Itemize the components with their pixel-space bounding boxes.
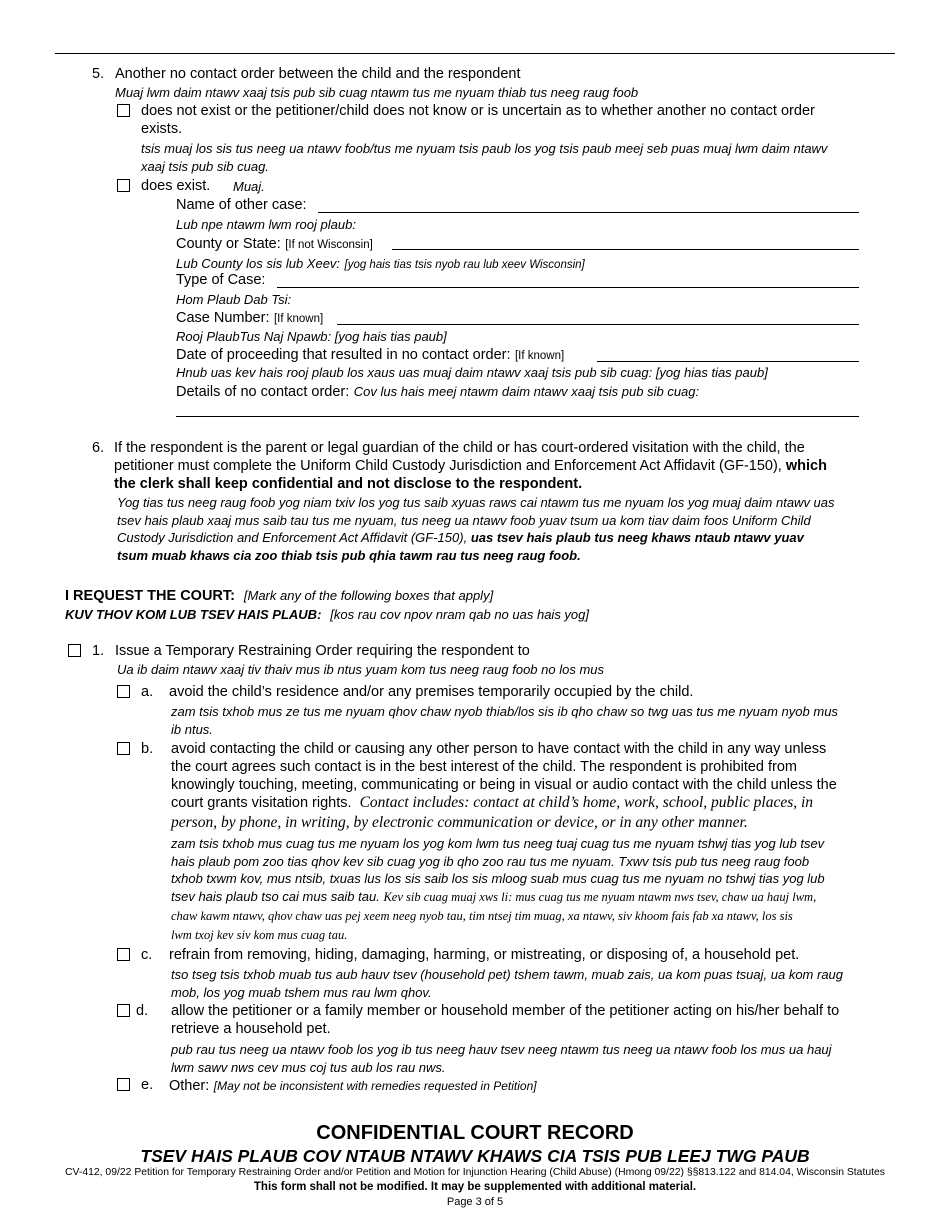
option-exists-label: does exist. <box>141 178 211 194</box>
section6-line3: the clerk shall keep confidential and not disclose to the respondent. <box>114 476 583 492</box>
request-title: I REQUEST THE COURT: <box>65 588 235 604</box>
avoid-residence-checkbox[interactable] <box>117 685 130 698</box>
case-number-field[interactable] <box>337 324 859 325</box>
item1-number: 1. <box>92 643 105 659</box>
item1b-line4-regular: court grants visitation rights. <box>171 795 352 811</box>
proceeding-date-field[interactable] <box>597 361 859 362</box>
section6-hmong-line3-regular: Custody Jurisdiction and Enforcement Act Affidavit (GF-150), <box>117 530 468 545</box>
item1b-hmong-line5: chaw kawm ntawv, qhov chaw uas pej xeem neeg nyob tau, tim ntsej tim muag, xa ntawv, siv khoom fais fab xa ntawv, los sis <box>171 909 793 923</box>
item1c-hmong <box>171 966 843 1001</box>
item1a-hmong-line1: zam tsis txhob mus ze tus me nyuam qhov chaw nyob thiab/los sis ib qho chaw so twg uas tus me nyuam nyob mus <box>171 704 838 719</box>
section6-hmong-line4: tsum muab khaws cia zoo thiab tsis pub qhia tawm rau tus neeg raug foob. <box>117 547 581 563</box>
request-heading <box>65 587 493 605</box>
item1b-hmong <box>171 835 825 906</box>
page-number: Page 3 of 5 <box>446 1196 504 1208</box>
proceeding-date-label: Date of proceeding that resulted in no contact order: <box>176 347 511 363</box>
item1b-line1: avoid contacting the child or causing any other person to have contact with the child in any way unless <box>171 741 827 757</box>
section5-title: Another no contact order between the child and the respondent <box>115 66 521 82</box>
avoid-contact-checkbox[interactable] <box>117 742 130 755</box>
case-number-hmong: Rooj PlaubTus Naj Npawb: [yog hais tias paub] <box>176 329 447 344</box>
item1b-line4-italic: Contact includes: contact at child’s home, work, school, public places, in <box>359 794 814 811</box>
county-state-label: County or State: <box>176 236 281 252</box>
proceeding-date-note: [If known] <box>514 350 565 362</box>
item1b-hmong-line3: txhob txwm kov, mus ntsib, txuas lus los sis saib los sis mloog suab mus cuag tus me nyuam no tshwj tias yog lub <box>171 871 825 886</box>
case-number-row <box>176 309 323 327</box>
item1b-hmong-line6: lwm txoj kev siv kom mus cuag tau. <box>171 928 348 942</box>
item1d-line1: allow the petitioner or a family member or household member of the petitioner acting on his/her behalf to <box>171 1003 840 1019</box>
item1d-hmong-line2: lwm sawv nws cev mus coj tus aub los rau nws. <box>171 1059 446 1075</box>
county-state-hmong: Lub County los sis lub Xeev: <box>176 256 341 271</box>
county-state-hmong-note: [yog hais tias tsis nyob rau lub xeev Wisconsin] <box>344 259 585 271</box>
item1b-hmong-line1: zam tsis txhob mus cuag tus me nyuam los yog kom lwm tus neeg tuaj cuag tus me nyuam tshwj tias yog lub tsev <box>171 836 825 851</box>
other-case-name-hmong: Lub npe ntawm lwm rooj plaub: <box>176 217 356 232</box>
county-state-row <box>176 235 373 253</box>
case-type-hmong: Hom Plaub Dab Tsi: <box>176 292 292 307</box>
case-type-label: Type of Case: <box>176 272 266 288</box>
form-identifier: CV-412, 09/22 Petition for Temporary Restraining Order and/or Petition and Motion for Injunction Hearing (Child Abuse) (Hmong 09/22) §§813.122 and 814.04, Wisconsin Statutes <box>65 1167 885 1178</box>
item1c-label: c. <box>141 947 153 963</box>
item1e-note: [May not be inconsistent with remedies requested in Petition] <box>213 1079 537 1093</box>
option-not-exist-line1: does not exist or the petitioner/child does not know or is uncertain as to whether another no contact order <box>141 103 815 119</box>
section6-hmong-line2: tsev hais plaub xaaj mus saib tau tus me nyuam, tus neeg ua ntawv foob yuav tsum ua kom tiav daim foos Uniform Child <box>117 512 811 528</box>
option-exists-hmong: Muaj. <box>233 179 265 194</box>
section6-hmong <box>117 494 835 564</box>
item1c-hmong-line1: tso tseg tsis txhob muab tus aub hauv tsev (household pet) tshem tawm, muab zais, ua kom puas tsuaj, ua kom raug <box>171 967 844 982</box>
request-note-hmong: [kos rau cov npov nram qab no uas hais yog] <box>330 607 590 622</box>
item1b-line4 <box>171 794 837 812</box>
item1b-hmong-line4-regular: tsev hais plaub tso cai mus saib tau. <box>171 888 380 904</box>
item1d-hmong <box>171 1041 832 1076</box>
section6-line2-regular: petitioner must complete the Uniform Child Custody Jurisdiction and Enforcement Act Affidavit (GF-150), <box>114 458 782 474</box>
request-heading-hmong <box>65 606 589 624</box>
item1e-text: Other: <box>169 1078 210 1094</box>
item1b-text <box>171 740 837 812</box>
item1e-row <box>169 1077 537 1095</box>
section5-title-hmong: Muaj lwm daim ntawv xaaj tsis pub sib cuag ntawm tus me nyuam thiab tus neeg raug foob <box>115 85 639 100</box>
section6-hmong-line3 <box>117 529 835 547</box>
item1b-hmong-line4 <box>171 888 825 907</box>
retrieve-pet-checkbox[interactable] <box>117 1004 130 1017</box>
section6-line2-bold: which <box>785 458 827 474</box>
details-row <box>176 383 699 401</box>
no-other-order-checkbox[interactable] <box>117 104 130 117</box>
item1-hmong: Ua ib daim ntawv xaaj tiv thaiv mus ib ntus yuam kom tus neeg raug foob no los mus <box>117 662 605 677</box>
proceeding-date-hmong: Hnub uas kev hais rooj plaub los xaus uas muaj daim ntawv xaaj tsis pub sib cuag: [yog hias tias paub] <box>176 365 768 380</box>
top-rule <box>55 53 895 54</box>
item1a-label: a. <box>141 684 154 700</box>
item1b-hmong-line4-serif: Kev sib cuag muaj xws li: mus cuag tus me nyuam ntawm nws tsev, chaw ua hauj lwm, <box>383 889 817 904</box>
county-state-field[interactable] <box>392 249 859 250</box>
temporary-restraining-order-checkbox[interactable] <box>68 644 81 657</box>
option-not-exist-line2: exists. <box>141 121 183 137</box>
confidential-heading-hmong: TSEV HAIS PLAUB COV NTAUB NTAWV KHAWS CIA TSIS PUB LEEJ TWG PAUB <box>140 1146 810 1166</box>
item1b-line2: the court agrees such contact is in the best interest of the child. The respondent is prohibited from <box>171 759 797 775</box>
modification-notice: This form shall not be modified. It may be supplemented with additional material. <box>253 1181 697 1193</box>
other-order-exists-checkbox[interactable] <box>117 179 130 192</box>
section6-text <box>114 439 827 493</box>
county-state-hmong-row <box>176 255 585 273</box>
section6-hmong-line1: Yog tias tus neeg raug foob yog niam txiv los yog tus saib xyuas raws cai ntawm tus me nyuam los yog muaj daim ntawv uas <box>117 495 835 510</box>
item1a-text: avoid the child’s residence and/or any premises temporarily occupied by the child. <box>169 684 694 700</box>
option-not-exist-hmong-line2: xaaj tsis pub sib cuag. <box>141 159 269 174</box>
other-remedy-checkbox[interactable] <box>117 1078 130 1091</box>
item1d-hmong-line1: pub rau tus neeg ua ntawv foob los yog ib tus neeg hauv tsev neeg ntawm tus neeg ua ntawv foob los mus ua hauj <box>171 1042 832 1057</box>
case-number-note: [If known] <box>273 313 324 325</box>
details-label: Details of no contact order: <box>176 384 350 400</box>
section6-line1: If the respondent is the parent or legal guardian of the child or has court-ordered visitation with the child, the <box>114 440 805 456</box>
county-state-note: [If not Wisconsin] <box>285 239 373 251</box>
request-title-hmong: KUV THOV KOM LUB TSEV HAIS PLAUB: <box>65 607 322 622</box>
protect-pet-checkbox[interactable] <box>117 948 130 961</box>
item1b-label: b. <box>141 741 154 757</box>
section6-number: 6. <box>92 440 105 456</box>
section6-hmong-line3-bold: uas tsev hais plaub tus neeg khaws ntaub ntawv yuav <box>470 530 804 545</box>
details-field[interactable] <box>176 416 859 417</box>
item1c-hmong-line2: mob, los yog muab tshem mus rau lwm qhov. <box>171 984 432 1000</box>
item1e-label: e. <box>141 1077 154 1093</box>
item1-text: Issue a Temporary Restraining Order requiring the respondent to <box>115 643 530 659</box>
item1d-line2: retrieve a household pet. <box>171 1021 331 1037</box>
section5-number: 5. <box>92 66 105 82</box>
details-hmong: Cov lus hais meej ntawm daim ntawv xaaj tsis pub sib cuag: <box>353 384 700 399</box>
case-number-label: Case Number: <box>176 310 270 326</box>
item1b-line3: knowingly touching, meeting, communicating or being in visual or audio contact with the child unless the <box>171 777 837 793</box>
section6-line2 <box>114 457 827 475</box>
item1b-line5: person, by phone, in writing, by electronic communication or device, or in any other manner. <box>171 814 748 831</box>
other-case-name-label: Name of other case: <box>176 197 307 213</box>
item1d-text <box>171 1002 839 1038</box>
item1b-hmong-line2: hais plaub pom zoo tias qhov kev sib cuag yog ib qho zoo rau tus me nyuam. Txwv tsis pub tus neeg raug foob <box>171 853 810 869</box>
item1a-hmong-line2: ib ntus. <box>171 721 213 737</box>
item1a-hmong <box>171 703 838 738</box>
case-type-field[interactable] <box>277 287 859 288</box>
confidential-heading: CONFIDENTIAL COURT RECORD <box>316 1122 634 1144</box>
other-case-name-field[interactable] <box>318 212 859 213</box>
item1c-text: refrain from removing, hiding, damaging, harming, or mistreating, or disposing of, a household pet. <box>169 947 800 963</box>
item1d-label: d. <box>136 1003 149 1019</box>
option-not-exist-hmong-line1: tsis muaj los sis tus neeg ua ntawv foob/tus me nyuam tsis paub los yog tsis paub meej seb puas muaj lwm daim ntawv <box>141 141 828 156</box>
request-note: [Mark any of the following boxes that apply] <box>243 588 494 603</box>
proceeding-date-row <box>176 346 564 364</box>
